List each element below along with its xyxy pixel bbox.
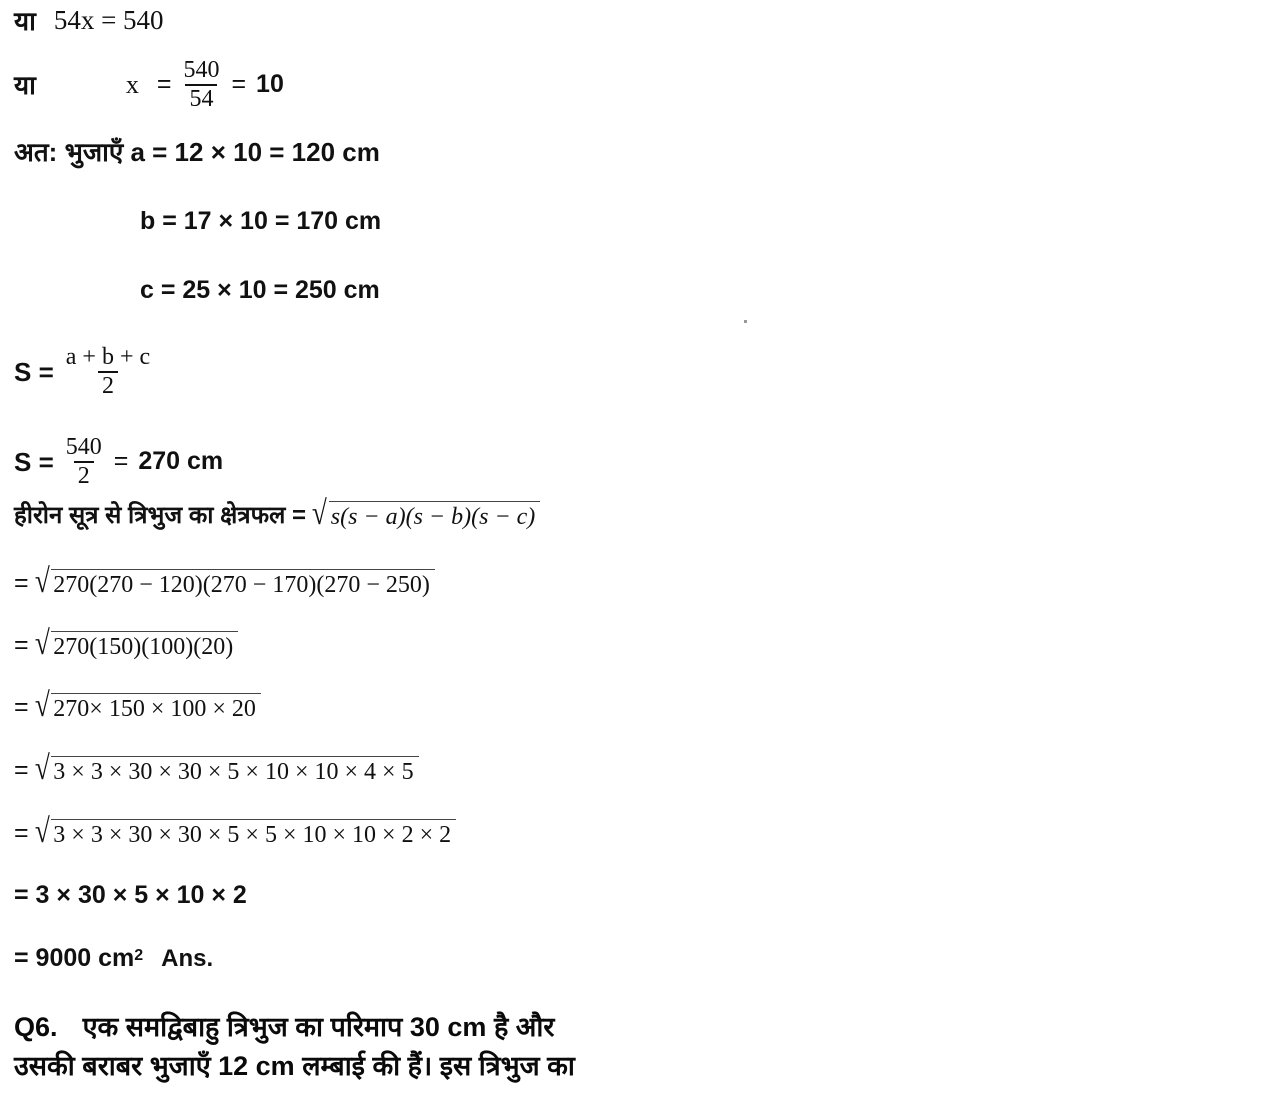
question-6-text-line-1: एक समद्विबाहु त्रिभुज का परिमाप 30 cm है और (82, 1012, 555, 1042)
equation-line-1 (14, 6, 164, 36)
s-equals-label: S = (14, 356, 54, 387)
equals-sign-2: = (231, 70, 247, 99)
radical-sign-icon: √ (34, 813, 50, 850)
equals-sign-7: = (14, 756, 29, 785)
hindi-word-ya: या (14, 5, 36, 36)
semiperimeter-formula (14, 345, 162, 399)
product-line: = 3 × 30 × 5 × 10 × 2 (14, 881, 247, 909)
stray-dot-artifact (744, 320, 747, 323)
value-270-cm: 270 cm (138, 447, 224, 476)
fraction-denominator: 54 (185, 84, 217, 112)
final-area-value: = 9000 cm (14, 944, 135, 972)
hindi-word-ya-2: या (14, 69, 36, 100)
sqrt-substituted (33, 563, 435, 600)
equals-sign-8: = (14, 819, 29, 848)
final-answer-line (14, 945, 213, 973)
ans-label: Ans. (161, 944, 214, 972)
semiperimeter-value (14, 435, 223, 489)
fraction-numerator: a + b + c (65, 344, 151, 370)
radical-sign-icon: √ (311, 495, 327, 532)
heron-formula-line (14, 495, 540, 532)
heron-factorised-2 (14, 813, 456, 850)
radical-sign-icon: √ (34, 563, 50, 600)
equals-sign: = (156, 70, 172, 99)
fraction-denominator: 2 (74, 461, 94, 489)
heron-formula-label: हीरोन सूत्र से त्रिभुज का क्षेत्रफल = (14, 501, 307, 529)
radical-sign-icon: √ (34, 625, 50, 662)
variable-x: x (125, 69, 139, 99)
heron-simplify-2 (14, 687, 261, 724)
radical-sign-icon: √ (34, 687, 50, 724)
sqrt-simplified-2 (33, 687, 261, 724)
sqrt-factorised-2 (33, 813, 457, 850)
heron-simplify-1 (14, 625, 238, 662)
equals-sign-4: = (14, 569, 29, 598)
equation-54x-540: 54x = 540 (53, 5, 164, 35)
equals-sign-6: = (14, 693, 29, 722)
sqrt-heron (310, 495, 540, 532)
sqrt-simplified-1 (33, 625, 239, 662)
side-b-line: b = 17 × 10 = 170 cm (140, 207, 382, 235)
question-6-line-1 (14, 1008, 575, 1047)
fraction-numerator: 540 (65, 434, 102, 460)
question-6-block (14, 1008, 575, 1086)
side-a-line: अत: भुजाएँ a = 12 × 10 = 120 cm (14, 137, 380, 167)
fraction-a-b-c-over-2 (62, 345, 154, 399)
square-exponent: 2 (134, 947, 144, 964)
sqrt-radicand: 270(270 − 120)(270 − 170)(270 − 250) (51, 569, 435, 598)
fraction-540-over-2 (62, 435, 106, 489)
equation-line-2 (14, 58, 284, 112)
sqrt-radicand: s(s − a)(s − b)(s − c) (329, 501, 541, 530)
sqrt-radicand: 3 × 3 × 30 × 30 × 5 × 5 × 10 × 10 × 2 × 2 (51, 819, 456, 848)
s-equals-label-2: S = (14, 446, 54, 477)
heron-substituted-line (14, 563, 435, 600)
sqrt-factorised-1 (33, 750, 419, 787)
fraction-540-over-54 (179, 58, 223, 112)
equals-sign-5: = (14, 631, 29, 660)
fraction-numerator: 540 (183, 57, 220, 83)
equals-sign-3: = (113, 447, 129, 476)
value-10: 10 (256, 70, 284, 99)
question-6-label: Q6. (14, 1012, 58, 1042)
fraction-denominator: 2 (98, 371, 118, 399)
side-c-line: c = 25 × 10 = 250 cm (140, 276, 380, 304)
sqrt-radicand: 3 × 3 × 30 × 30 × 5 × 10 × 10 × 4 × 5 (51, 756, 418, 785)
sqrt-radicand: 270(150)(100)(20) (51, 631, 238, 660)
sqrt-radicand: 270× 150 × 100 × 20 (51, 693, 261, 722)
heron-factorised-1 (14, 750, 419, 787)
question-6-line-2: उसकी बराबर भुजाएँ 12 cm लम्बाई की हैं। इस त्रिभुज का (14, 1051, 575, 1082)
radical-sign-icon: √ (34, 750, 50, 787)
